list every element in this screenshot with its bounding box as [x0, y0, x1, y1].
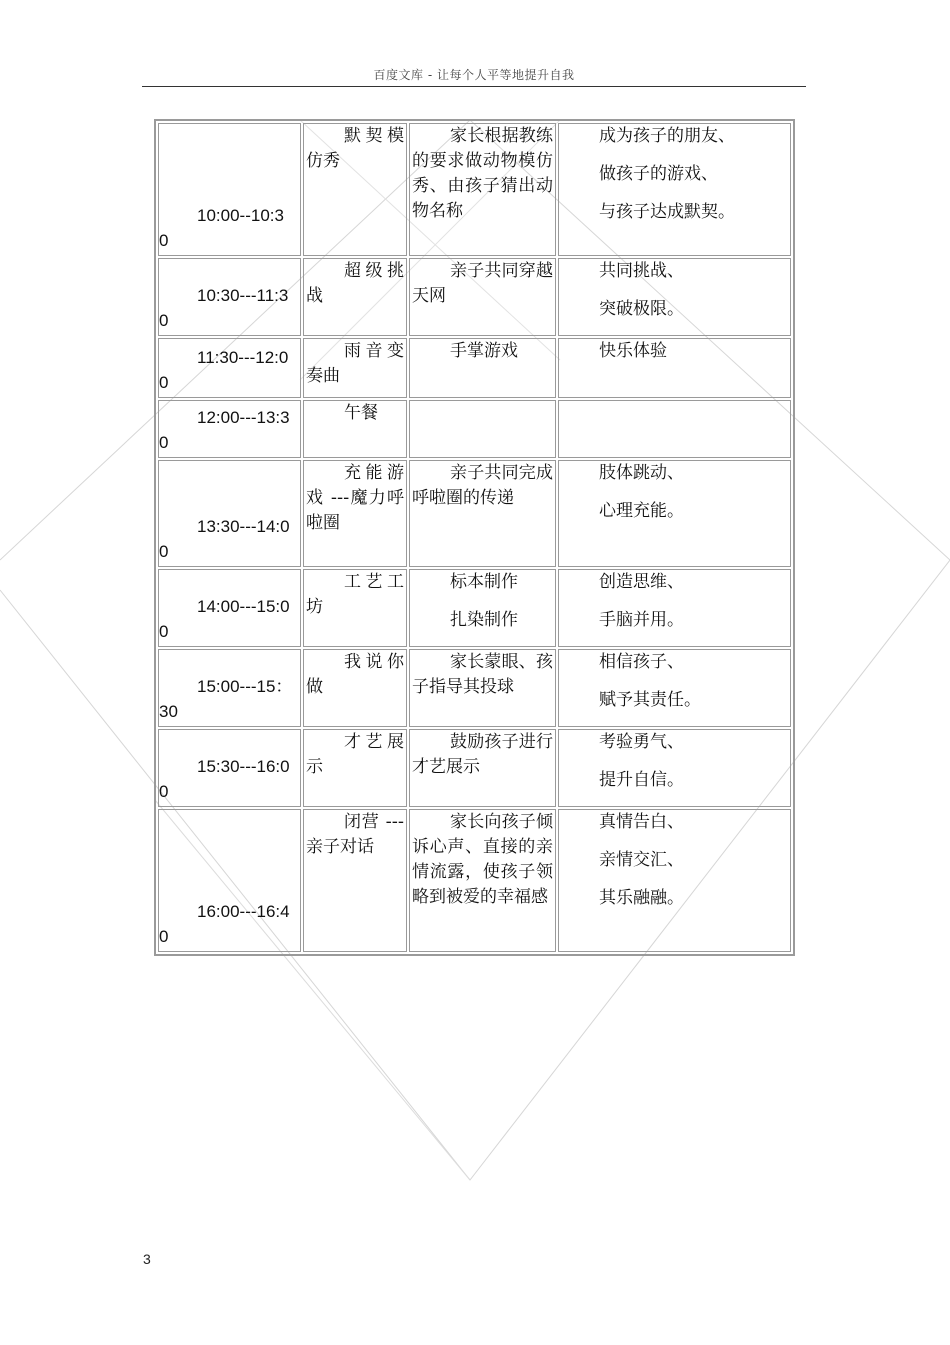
goal-cell: 成为孩子的朋友、 做孩子的游戏、 与孩子达成默契。	[558, 123, 791, 256]
page-header: 百度文库 - 让每个人平等地提升自我	[373, 68, 575, 82]
table-row	[158, 649, 791, 727]
header-rule	[142, 86, 806, 87]
time-cell: 15:00---15： 30	[158, 649, 301, 727]
content-cell: 家长根据教练的要求做动物模仿秀、由孩子猜出动物名称	[409, 123, 556, 256]
goal-cell: 相信孩子、 赋予其责任。	[558, 649, 791, 727]
content-cell: 家长向孩子倾诉心声、直接的亲情流露，使孩子领略到被爱的幸福感	[409, 809, 556, 952]
content-cell	[409, 400, 556, 458]
activity-cell: 超级挑战	[303, 258, 407, 336]
goal-cell: 快乐体验	[558, 338, 791, 398]
activity-cell: 午餐	[303, 400, 407, 458]
goal-cell: 肢体跳动、 心理充能。	[558, 460, 791, 567]
time-cell: 13:30---14:0 0	[158, 460, 301, 567]
time-cell: 10:30---11:3 0	[158, 258, 301, 336]
time-cell: 12:00---13:3 0	[158, 400, 301, 458]
table-row	[158, 400, 791, 458]
content-cell: 亲子共同穿越天网	[409, 258, 556, 336]
table-row	[158, 258, 791, 336]
table-row	[158, 729, 791, 807]
content-cell: 标本制作 扎染制作	[409, 569, 556, 647]
time-cell: 10:00--10:3 0	[158, 123, 301, 256]
table-row	[158, 569, 791, 647]
table-row	[158, 809, 791, 952]
content-cell: 手掌游戏	[409, 338, 556, 398]
content-cell: 亲子共同完成呼啦圈的传递	[409, 460, 556, 567]
table-row	[158, 338, 791, 398]
goal-cell: 考验勇气、 提升自信。	[558, 729, 791, 807]
page-number: 3	[143, 1251, 151, 1267]
activity-cell: 才艺展示	[303, 729, 407, 807]
table-row	[158, 460, 791, 567]
activity-cell: 默契模仿秀	[303, 123, 407, 256]
goal-cell: 真情告白、 亲情交汇、 其乐融融。	[558, 809, 791, 952]
activity-cell: 闭营 ---亲子对话	[303, 809, 407, 952]
goal-cell: 共同挑战、 突破极限。	[558, 258, 791, 336]
table-row	[158, 123, 791, 256]
schedule-table	[154, 119, 795, 956]
content-cell: 鼓励孩子进行才艺展示	[409, 729, 556, 807]
time-cell: 11:30---12:0 0	[158, 338, 301, 398]
activity-cell: 充能游戏 ---魔力呼啦圈	[303, 460, 407, 567]
time-cell: 14:00---15:0 0	[158, 569, 301, 647]
goal-cell	[558, 400, 791, 458]
activity-cell: 我说你做	[303, 649, 407, 727]
goal-cell: 创造思维、 手脑并用。	[558, 569, 791, 647]
content-cell: 家长蒙眼、孩子指导其投球	[409, 649, 556, 727]
activity-cell: 雨音变奏曲	[303, 338, 407, 398]
activity-cell: 工艺工坊	[303, 569, 407, 647]
time-cell: 16:00---16:4 0	[158, 809, 301, 952]
time-cell: 15:30---16:0 0	[158, 729, 301, 807]
